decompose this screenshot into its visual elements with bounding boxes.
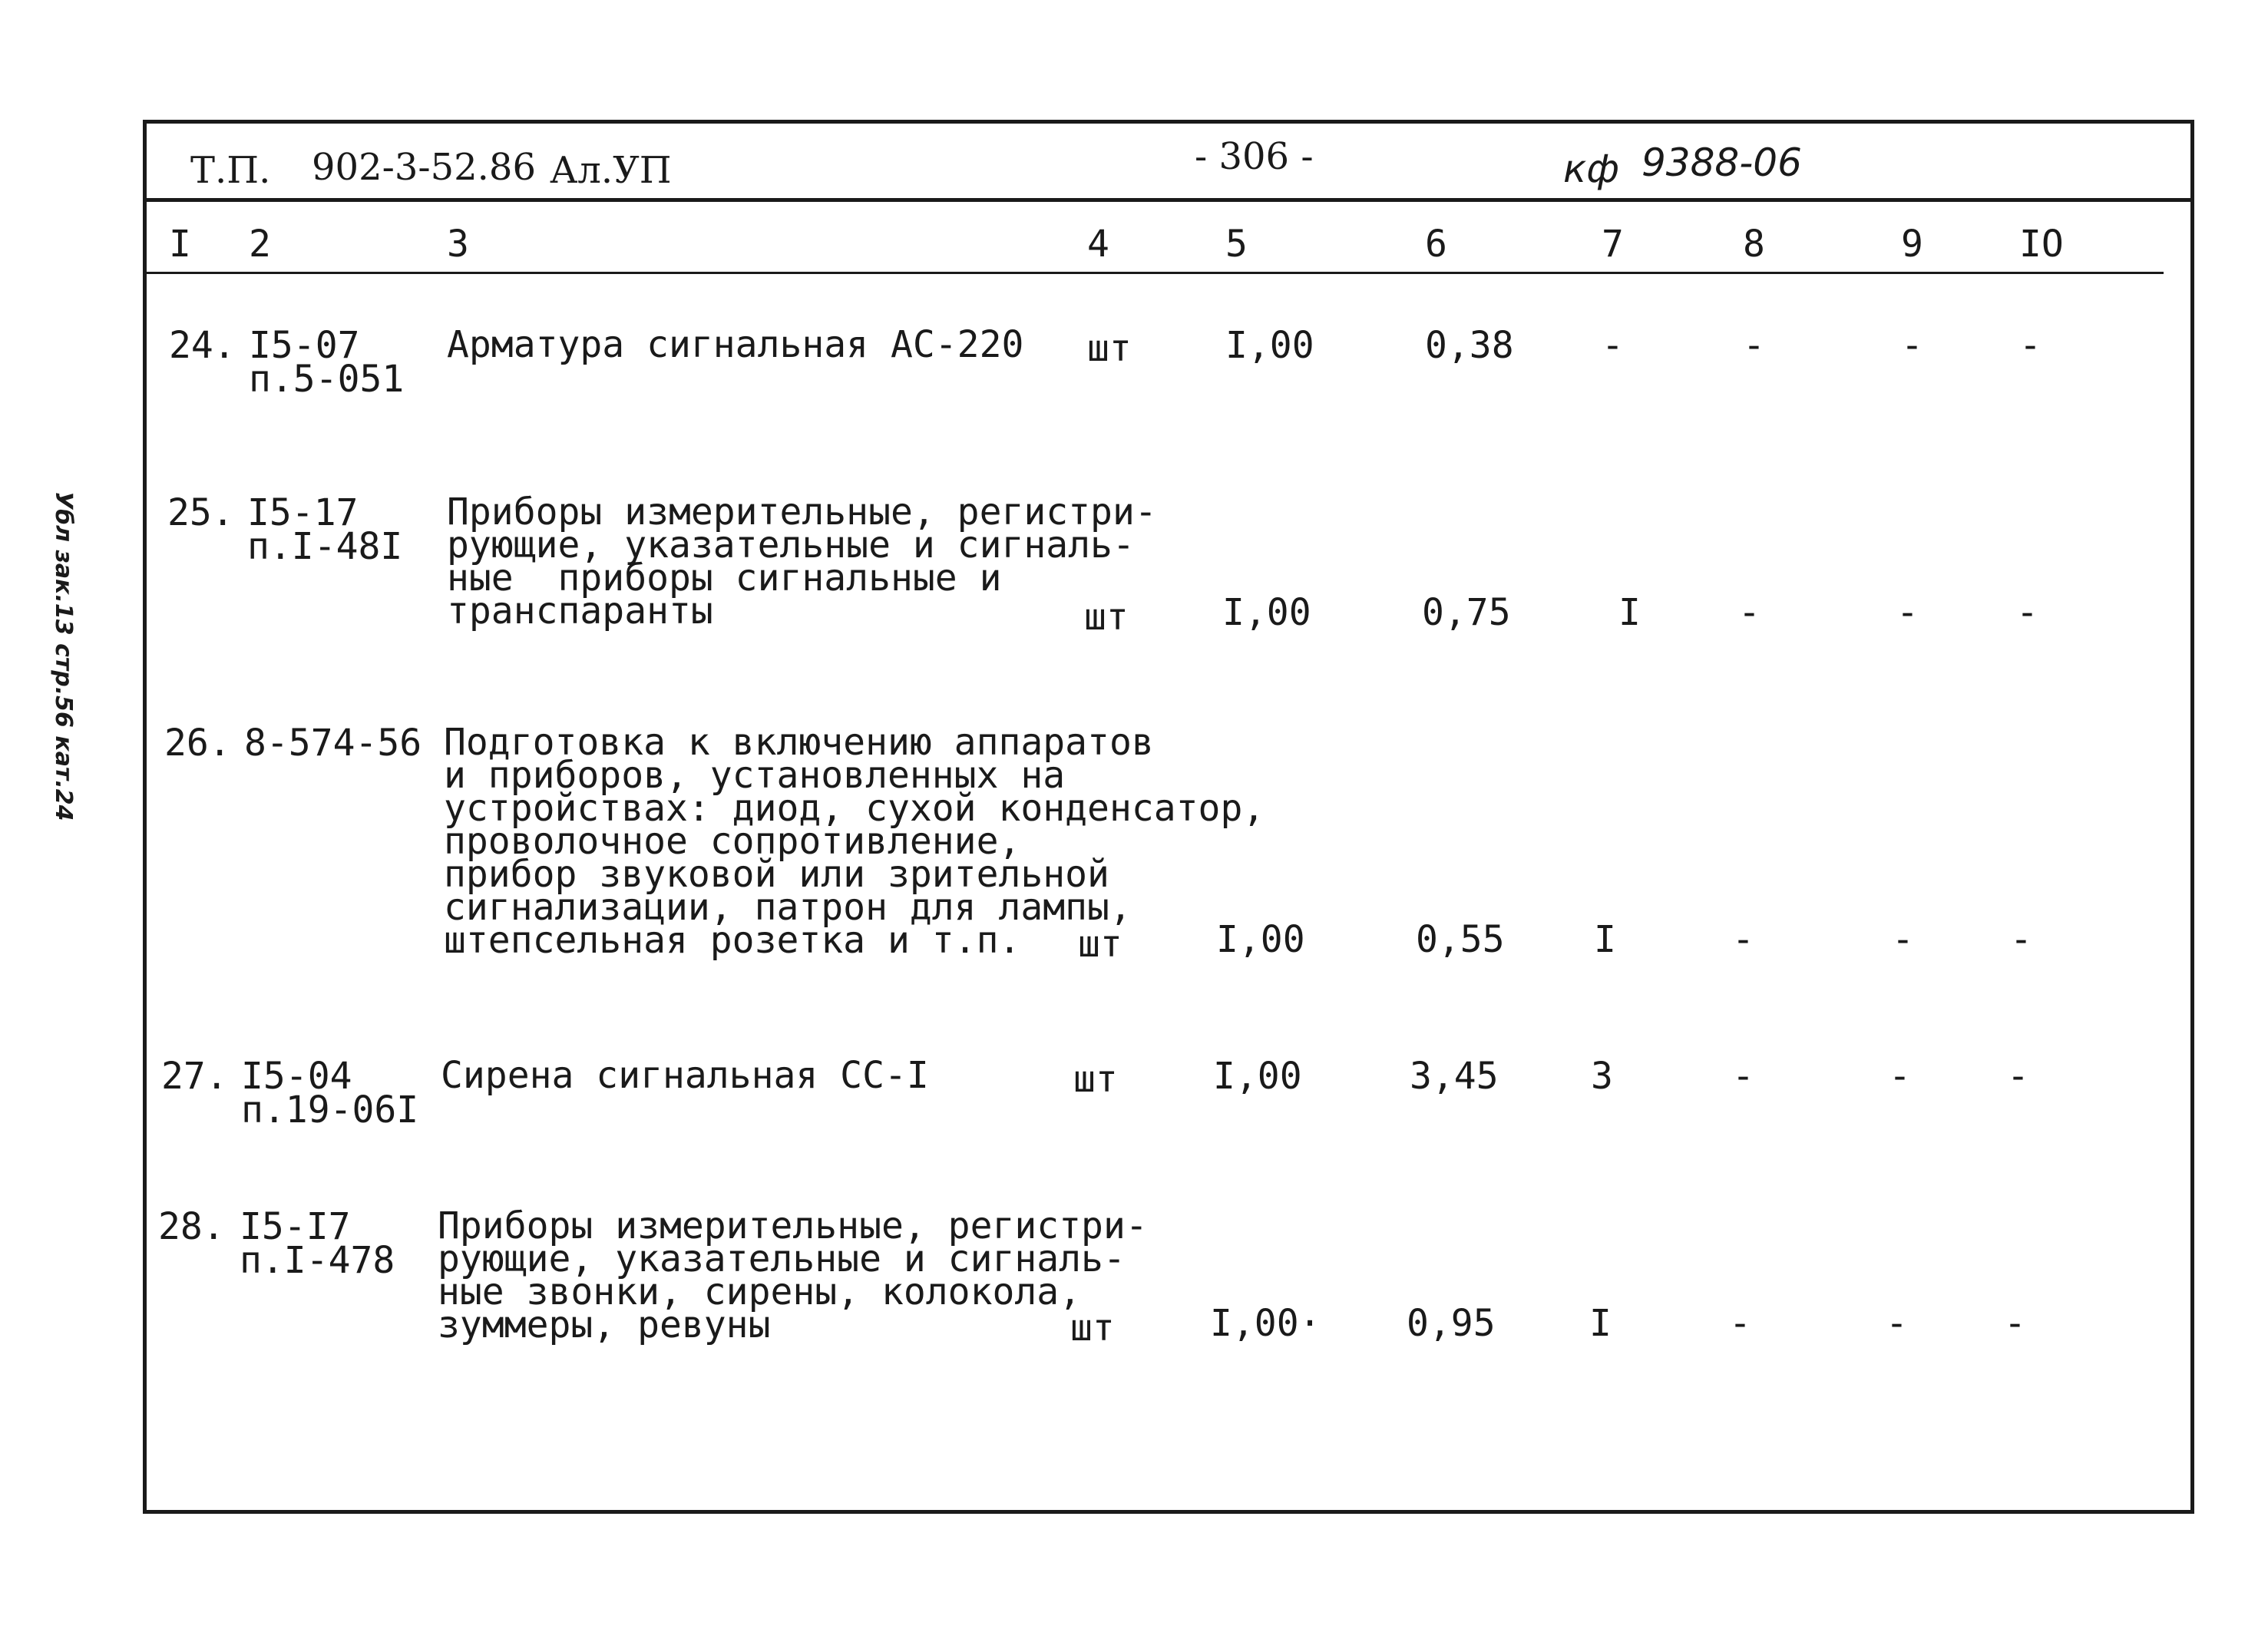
col-9-value: - bbox=[1896, 591, 1919, 634]
work-description-line: зуммеры, ревуны bbox=[438, 1303, 771, 1346]
page-number: - 306 - bbox=[1195, 135, 1314, 178]
col-8-value: - bbox=[1729, 1302, 1751, 1345]
kf-label: кф bbox=[1563, 147, 1619, 191]
col-6-value: 3,45 bbox=[1410, 1055, 1499, 1098]
col-7-value: I bbox=[1589, 1302, 1612, 1345]
col-header-10: IO bbox=[2019, 223, 2064, 266]
col-9-value: - bbox=[1886, 1302, 1908, 1345]
row-number: 26. bbox=[164, 722, 231, 765]
row-number: 25. bbox=[167, 491, 234, 534]
unit: шт bbox=[1087, 327, 1132, 370]
col-10-value: - bbox=[2004, 1302, 2026, 1345]
work-description-line: ные звонки, сирены, колокола, bbox=[438, 1270, 1082, 1313]
work-description-line: устройствах: диод, сухой конденсатор, bbox=[444, 787, 1265, 830]
col-header-3: 3 bbox=[447, 223, 469, 266]
unit: шт bbox=[1070, 1307, 1115, 1350]
col-7-value: I bbox=[1594, 918, 1616, 961]
col-header-2: 2 bbox=[249, 223, 271, 266]
col-6-value: 0,38 bbox=[1425, 324, 1514, 367]
project-code: 902-3-52.86 bbox=[312, 146, 537, 189]
col-8-value: - bbox=[1732, 918, 1754, 961]
work-description-line: Приборы измерительные, регистри- bbox=[447, 491, 1157, 534]
column-header-divider bbox=[143, 272, 2164, 274]
col-header-7: 7 bbox=[1602, 223, 1624, 266]
col-9-value: - bbox=[1889, 1055, 1911, 1098]
col-6-value: 0,75 bbox=[1422, 591, 1511, 634]
quantity: I,00· bbox=[1210, 1302, 1321, 1345]
work-description-line: Сирена сигнальная СС-I bbox=[441, 1054, 929, 1097]
col-header-1: I bbox=[169, 223, 191, 266]
work-description-line: и приборов, установленных на bbox=[444, 754, 1066, 797]
col-header-8: 8 bbox=[1743, 223, 1765, 266]
work-description-line: Арматура сигнальная АС-220 bbox=[447, 323, 1024, 366]
col-10-value: - bbox=[2010, 918, 2032, 961]
work-description-line: ные приборы сигнальные и bbox=[447, 557, 1002, 600]
unit: шт bbox=[1078, 923, 1122, 966]
work-description-line: рующие, указательные и сигналь- bbox=[438, 1237, 1126, 1280]
work-description-line: рующие, указательные и сигналь- bbox=[447, 524, 1135, 567]
col-6-value: 0,95 bbox=[1407, 1302, 1496, 1345]
header-divider bbox=[143, 198, 2194, 202]
unit: шт bbox=[1084, 596, 1129, 639]
quantity: I,00 bbox=[1222, 591, 1311, 634]
col-header-6: 6 bbox=[1425, 223, 1447, 266]
margin-note: Убл зак.13 стр.56 кат.24 bbox=[50, 491, 77, 821]
norm-code: 8-574-56 bbox=[244, 722, 422, 765]
kf-number: 9388-06 bbox=[1641, 140, 1802, 185]
col-10-value: - bbox=[2019, 324, 2042, 367]
album-label: Ал.УП bbox=[550, 149, 672, 192]
col-header-9: 9 bbox=[1901, 223, 1923, 266]
norm-code: I5-17 bbox=[247, 491, 359, 534]
work-description-line: Подготовка к включению аппаратов bbox=[444, 721, 1154, 764]
work-description-line: транспаранты bbox=[447, 590, 713, 633]
row-number: 28. bbox=[158, 1205, 225, 1248]
work-description-line: Приборы измерительные, регистри- bbox=[438, 1204, 1148, 1247]
work-description-line: штепсельная розетка и т.п. bbox=[444, 919, 1021, 962]
col-8-value: - bbox=[1743, 324, 1765, 367]
col-6-value: 0,55 bbox=[1416, 918, 1505, 961]
col-7-value: I bbox=[1618, 591, 1641, 634]
work-description-line: сигнализации, патрон для лампы, bbox=[444, 886, 1132, 929]
norm-code-item: п.5-051 bbox=[249, 358, 405, 401]
col-header-4: 4 bbox=[1087, 223, 1109, 266]
norm-code: I5-I7 bbox=[240, 1205, 351, 1248]
quantity: I,00 bbox=[1225, 324, 1314, 367]
col-7-value: 3 bbox=[1591, 1055, 1613, 1098]
col-7-value: - bbox=[1602, 324, 1624, 367]
col-9-value: - bbox=[1892, 918, 1914, 961]
tp-label: Т.П. bbox=[190, 149, 271, 192]
norm-code: I5-07 bbox=[249, 324, 360, 367]
quantity: I,00 bbox=[1213, 1055, 1302, 1098]
col-8-value: - bbox=[1738, 591, 1761, 634]
unit: шт bbox=[1073, 1058, 1118, 1101]
norm-code-item: п.I-48I bbox=[247, 525, 403, 568]
col-8-value: - bbox=[1732, 1055, 1754, 1098]
work-description-line: прибор звуковой или зрительной bbox=[444, 853, 1109, 896]
norm-code: I5-04 bbox=[241, 1055, 352, 1098]
col-header-5: 5 bbox=[1225, 223, 1248, 266]
work-description-line: проволочное сопротивление, bbox=[444, 820, 1021, 863]
quantity: I,00 bbox=[1216, 918, 1305, 961]
col-9-value: - bbox=[1901, 324, 1923, 367]
row-number: 27. bbox=[161, 1055, 228, 1098]
col-10-value: - bbox=[2016, 591, 2038, 634]
norm-code-item: п.I-478 bbox=[240, 1239, 395, 1282]
col-10-value: - bbox=[2007, 1055, 2029, 1098]
row-number: 24. bbox=[169, 324, 236, 367]
norm-code-item: п.19-06I bbox=[241, 1089, 419, 1131]
